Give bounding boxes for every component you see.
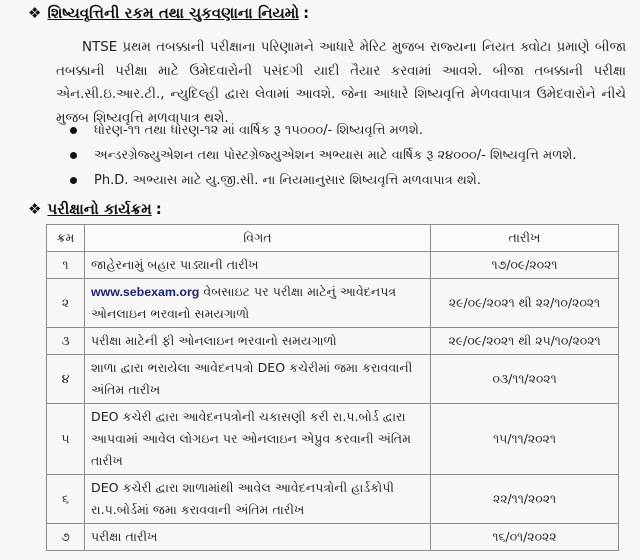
heading-colon: : bbox=[155, 200, 162, 218]
diamond-bullet-icon: ❖ bbox=[28, 200, 42, 218]
row-number: ૭ bbox=[47, 524, 85, 551]
scholarship-list bbox=[66, 118, 621, 193]
row-description: DEO કચેરી દ્વારા શાળામાંથી આવેલ આવેદનપત્રોની હાર્ડકોપી રા.પ.બોર્ડમાં જમા કરાવવાની અંતિમ તારીખ bbox=[85, 475, 431, 524]
table-row bbox=[47, 404, 619, 475]
row-date: ૧૭/૦૯/૨૦૨૧ bbox=[431, 252, 619, 279]
row-description: શાળા દ્વારા ભરાયેલા આવેદનપત્રો DEO કચેરીમાં જમા કરાવવાની અંતિમ તારીખ bbox=[85, 355, 431, 404]
table-row bbox=[47, 279, 619, 328]
list-item-text: અન્ડરગ્રેજ્યુએશન તથા પોસ્ટગ્રેજ્યુએશન અભ્યાસ માટે વાર્ષિક રૂ ૨૪૦૦૦/- શિષ્યવૃત્તિ મળશે. bbox=[94, 148, 577, 163]
list-item-text: ધોરણ-૧૧ તથા ધોરણ-૧૨ માં વાર્ષિક રૂ ૧૫૦૦૦/- શિષ્યવૃત્તિ મળશે. bbox=[94, 123, 424, 138]
list-item-text: Ph.D. અભ્યાસ માટે યુ.જી.સી. ના નિયમાનુસાર શિષ્યવૃત્તિ મળવાપાત્ર થશે. bbox=[94, 173, 481, 188]
table-header-row bbox=[47, 225, 619, 252]
row-number: ૫ bbox=[47, 404, 85, 475]
list-item bbox=[66, 118, 621, 143]
heading-colon: : bbox=[303, 4, 310, 22]
table-row bbox=[47, 524, 619, 551]
bullet-dot-icon bbox=[70, 152, 77, 159]
bullet-dot-icon bbox=[70, 127, 77, 134]
row-description-text: વેબસાઇટ પર પરીક્ષા માટેનું આવેદનપત્ર ઓનલાઇન ભરવાનો સમયગાળો bbox=[91, 284, 397, 321]
exam-schedule-table bbox=[46, 224, 619, 551]
table-row bbox=[47, 328, 619, 355]
scholarship-paragraph bbox=[56, 36, 626, 130]
row-date: ૧૫/૧૧/૨૦૨૧ bbox=[431, 404, 619, 475]
column-header-no: ક્રમ bbox=[47, 225, 85, 252]
paragraph-text: NTSE પ્રથમ તબક્કાની પરીક્ષાના પરિણામને આધારે મેરિટ મુજબ રાજ્યના નિયત ક્વોટા પ્રમાણે બીજા તબક્કાની પરીક્ષા માટે ઉમેદવારોની પસંદગી યાદી તૈયાર કરવામાં આવશે. બીજા તબક્કાની પરીક્ષા એન.સી.ઇ.આર.ટી., ન્યુદિલ્હી દ્વારા લેવામાં આવશે. જેના આધારે શિષ્યવૃત્તિ મેળવવાપાત્ર ઉમેદવારોને નીચે મુજબ શિષ્યવૃત્તિ મળવાપાત્ર થશે. bbox=[56, 40, 626, 126]
list-item bbox=[66, 168, 621, 193]
row-date: ૧૬/૦૧/૨૦૨૨ bbox=[431, 524, 619, 551]
row-date: ૨૯/૦૯/૨૦૨૧ થી ૨૫/૧૦/૨૦૨૧ bbox=[431, 328, 619, 355]
diamond-bullet-icon: ❖ bbox=[28, 4, 42, 22]
row-date: ૨૯/૦૯/૨૦૨૧ થી ૨૨/૧૦/૨૦૨૧ bbox=[431, 279, 619, 328]
table-row bbox=[47, 475, 619, 524]
table-row bbox=[47, 252, 619, 279]
bullet-dot-icon bbox=[70, 177, 77, 184]
row-description: DEO કચેરી દ્વારા આવેદનપત્રોની ચકાસણી કરી રા.પ.બોર્ડ દ્વારા આપવામાં આવેલ લોગઇન પર ઓનલાઇન એપ્રુવ કરવાની અંતિમ તારીખ bbox=[85, 404, 431, 475]
list-item bbox=[66, 143, 621, 168]
row-number: ૪ bbox=[47, 355, 85, 404]
exam-schedule-heading bbox=[28, 200, 162, 218]
row-date: ૨૨/૧૧/૨૦૨૧ bbox=[431, 475, 619, 524]
scholarship-rules-heading bbox=[28, 4, 309, 22]
row-description: પરીક્ષા તારીખ bbox=[85, 524, 431, 551]
table-row bbox=[47, 355, 619, 404]
row-number: ૧ bbox=[47, 252, 85, 279]
row-number: ૬ bbox=[47, 475, 85, 524]
website-link[interactable]: www.sebexam.org bbox=[91, 285, 200, 299]
column-header-desc: વિગત bbox=[85, 225, 431, 252]
row-description: જાહેરનામું બહાર પાડ્યાની તારીખ bbox=[85, 252, 431, 279]
row-number: ૩ bbox=[47, 328, 85, 355]
row-number: ૨ bbox=[47, 279, 85, 328]
column-header-date: તારીખ bbox=[431, 225, 619, 252]
heading-text: શિષ્યવૃત્તિની રકમ તથા ચુકવણાના નિયમો bbox=[47, 4, 300, 22]
row-description bbox=[85, 279, 431, 328]
row-date: ૦૩/૧૧/૨૦૨૧ bbox=[431, 355, 619, 404]
row-description: પરીક્ષા માટેની ફી ઓનલાઇન ભરવાનો સમયગાળો bbox=[85, 328, 431, 355]
heading-text: પરીક્ષાનો કાર્યક્રમ bbox=[47, 200, 152, 218]
